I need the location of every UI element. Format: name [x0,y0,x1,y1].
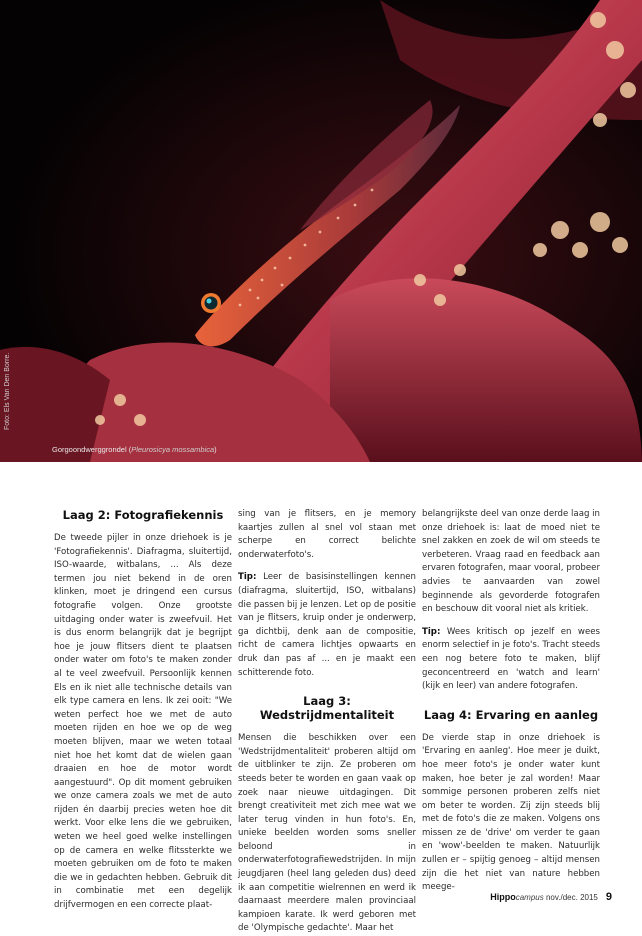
goby-on-gorgonian-image [0,0,642,462]
col3-paragraph-1: belangrijkste deel van onze derde laag in onze driehoek is: laat de moed niet te snel zakken en zoek de wil om steeds te verbeteren. Vraag raad en feedback aan ervaren fotografen, maar vooral, probeer advies te aanvaarden van zowel beginnende als gevorderde fotografen en beschouw dit vooral niet als kritiek. [422,509,600,615]
col3-paragraph-2: De vierde stap in onze driehoek is 'Ervaring en aanleg'. Hoe meer je duikt, hoe meer foto's je onder water kunt maken, hoe beter je zal worden! Maar sommige personen proberen zelfs niet om beter te worden. Zij zijn steeds blij met de foto's die ze maken. Volgens ons missen ze de 'drive' om verder te gaan en 'wow'-beelden te maken. Natuurlijk zullen er – spijtig genoeg – altijd mensen zijn die het niet van nature hebben meege- [422,732,600,893]
issue-date: nov./dec. 2015 [543,893,598,902]
col2-tip [238,571,416,680]
col2-paragraph-1: sing van je flitsers, en je memory kaartjes zullen al snel vol staan met scherpe en correct belichte onderwaterfoto's. [238,509,416,560]
magazine-brand: Hippocampus [490,892,544,902]
tip-text: Wees kritisch op jezelf en wees enorm selectief in je foto's. Tracht steeds een nog betere foto te maken, blijf geconcentreerd en 'watch and learn' (kijk en leer) van andere fotografen. [422,626,600,692]
hero-photo [0,0,642,462]
column-3 [422,508,600,895]
photo-credit: Foto: Els Van Den Borre. [4,352,11,430]
column-1 [54,508,232,913]
column-2 [238,508,416,936]
tip-label: Tip: [238,572,257,583]
heading-laag-3: Laag 3: Wedstrijdmentaliteit [259,694,395,723]
col3-tip [422,626,600,694]
caption-suffix: ) [214,445,217,454]
photo-caption [52,445,217,454]
heading-laag-4: Laag 4: Ervaring en aanleg [423,707,599,722]
caption-species: Pleurosicya mossambica [131,445,215,454]
page-footer [490,891,612,903]
tip-text: Leer de basisinstellingen kennen (diafragma, sluitertijd, ISO, witbalans) die passen bij je lenzen. Let op de positie van je flitsers, kruip onder je onderwerp, ga dichtbij, denk aan de compositie, richt de camera lichtjes opwaarts en druk dan pas af ... en je maakt een schitterende foto. [238,572,416,678]
heading-laag-2: Laag 2: Fotografiekennis [62,508,224,522]
page-number: 9 [605,891,612,903]
col1-paragraph: De tweede pijler in onze driehoek is je 'Fotografiekennis'. Diafragma, sluitertijd, ISO-waarde, witbalans, ... Als deze termen jou niet bekend in de oren klinken, moet je dringend een cursus fotografie volgen. Onze grootste uitdaging onder water is zweefvuil. Het is dus enorm belangrijk dat je begrijpt hoe je jouw flitsers dient te plaatsen onder water om foto's te maken zonder al te veel zweefvuil. Persoonlijk kennen Els en ik niet alle technische details van elk type camera en lens. Ik zei ooit: "We weten perfect hoe we met de auto moeten rijden en hoe we op de weg moeten blijven, maar we weten totaal niet hoe het komt dat de wielen gaan draaien en hoe de motor wordt aangestuurd". Op dit moment gebruiken we onze camera zoals we met de auto rijden én daarbij precies weten hoe dit werkt. Voor elke lens die we gebruiken, weten we heel goed welke instellingen op de camera en welke flitssterkte we moeten gebruiken om de foto te maken die we in gedachten hebben. Gebruik dit in combinatie met een degelijk drijfvermogen en een correcte plaat- [54,533,232,911]
brand-sub: campus [515,893,544,902]
tip-label: Tip: [422,626,441,637]
col2-paragraph-2: Mensen die beschikken over een 'Wedstrijdmentaliteit' proberen altijd om de uitblinker te zijn. Ze proberen om steeds beter te worden en gaan vaak op zoek naar nieuwe uitdagingen. Dit brengt creativiteit met zich mee wat we later terug vinden in hun foto's. En, unieke beelden worden soms sneller beloond in onderwaterfotografiewedstrijden. In mijn jeugdjaren (heel lang geleden dus) deed ik aan competitie wielrennen en werd ik daarnaast meerdere malen provinciaal kampioen karate. Ik werd geboren met de 'Olympische gedachte'. Maar het [238,733,416,934]
caption-prefix: Gorgoondwerggrondel ( [52,445,132,454]
